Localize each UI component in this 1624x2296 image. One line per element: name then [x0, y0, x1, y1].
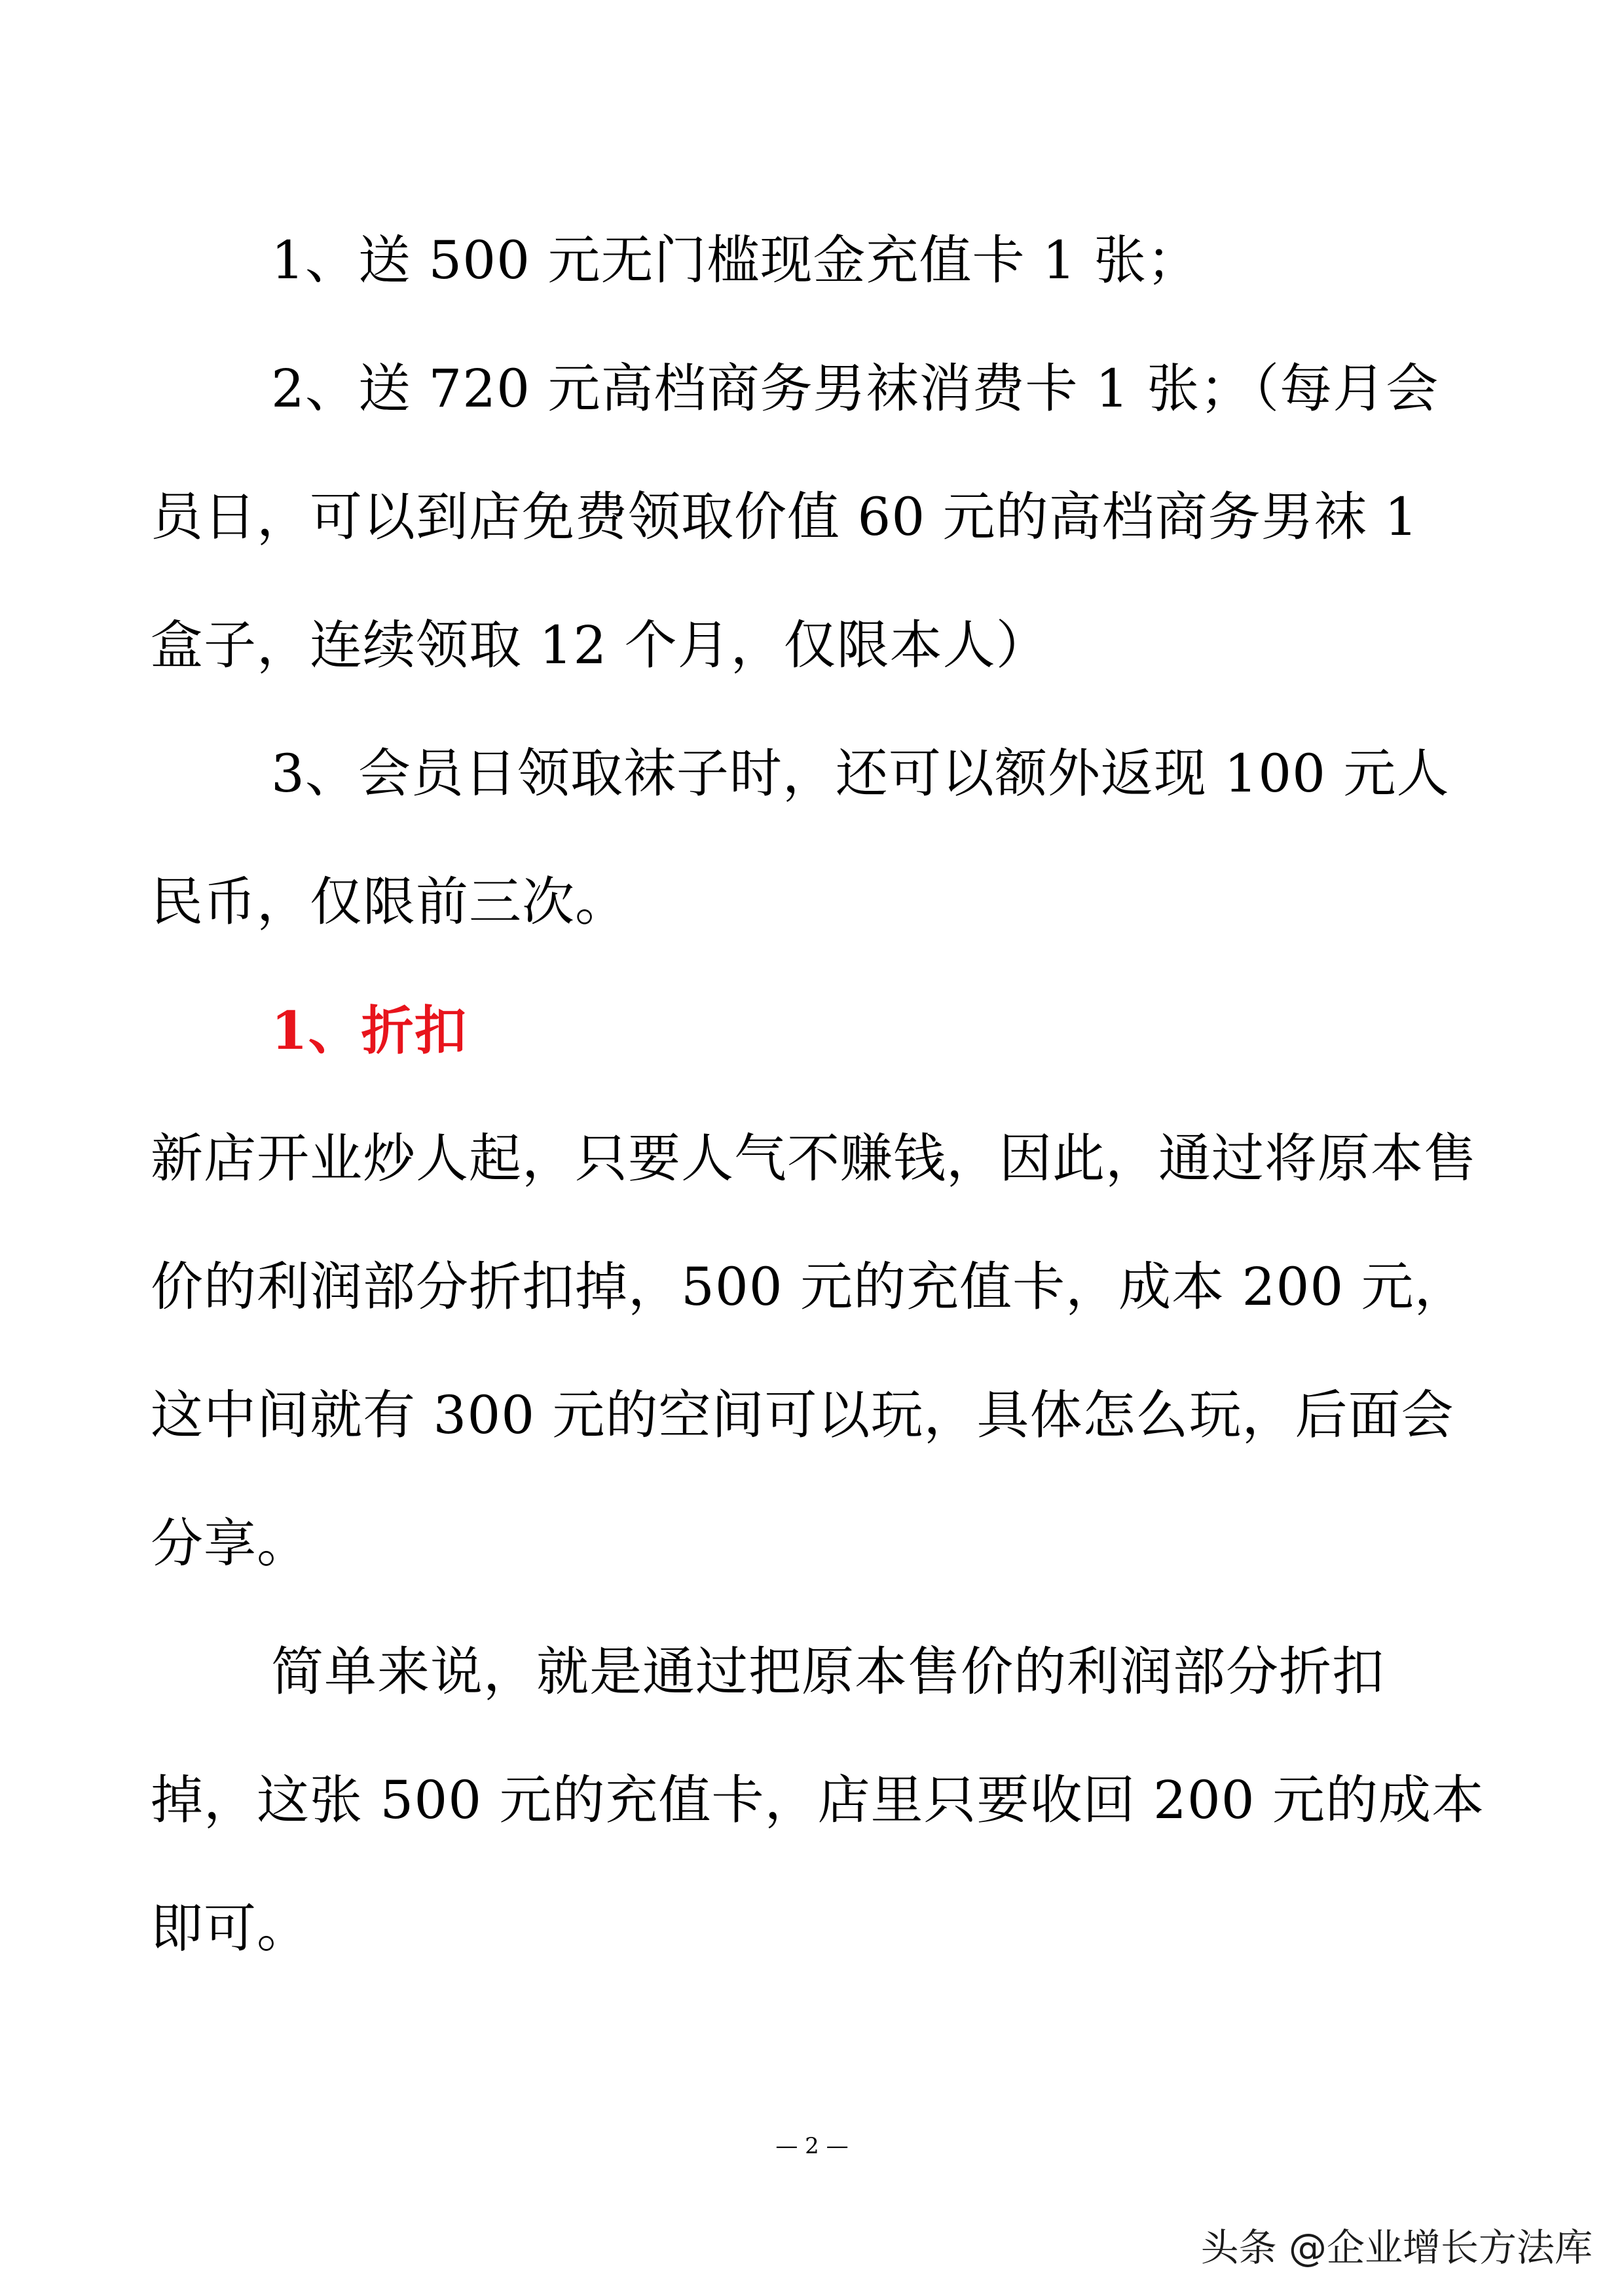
watermark-text: 头条 @企业增长方法库: [1200, 2225, 1593, 2270]
paragraph-discount-explanation: 新店开业炒人起，只要人气不赚钱，因此，通过将原本售价的利润部分折扣掉，500 元的充值卡，成本 200 元，这中间就有 300 元的空间可以玩，具体怎么玩，后面会分享。: [151, 1128, 1477, 1574]
paragraph-gift-socks-card: 2、送 720 元高档商务男袜消费卡 1 张；（每月会员日，可以到店免费领取价值 60 元的高档商务男袜 1 盒子，连续领取 12 个月，仅限本人）: [151, 358, 1439, 676]
paragraph-gift-cash-card: 1、送 500 元无门槛现金充值卡 1 张；: [271, 230, 1200, 291]
page-number: — 2 —: [775, 2133, 849, 2159]
document-body: [151, 196, 1486, 1993]
paragraph-cashback: 3、会员日领取袜子时，还可以额外返现 100 元人民币，仅限前三次。: [151, 743, 1450, 932]
section-heading-discount: 1、折扣: [271, 1000, 468, 1061]
paragraph-summary: 简单来说，就是通过把原本售价的利润部分折扣掉，这张 500 元的充值卡，店里只要收回 200 元的成本即可。: [151, 1641, 1485, 1959]
